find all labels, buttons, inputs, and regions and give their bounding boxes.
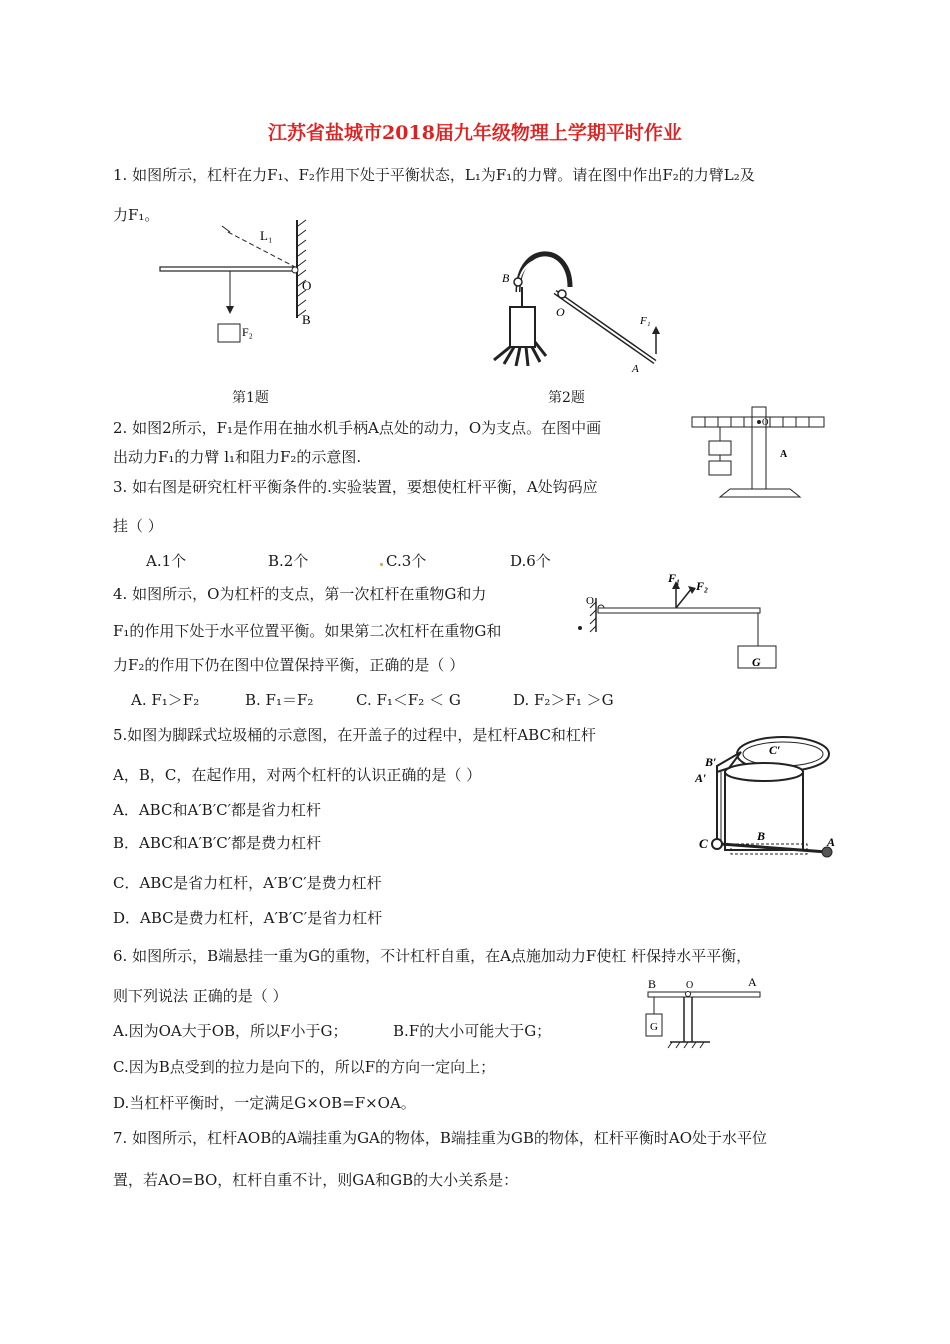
q3-label-o: O — [762, 417, 769, 427]
q4-label-f2: F₂ — [696, 579, 709, 593]
q6-label-b: B — [648, 977, 657, 991]
q3-option-c: C.3个 — [386, 552, 427, 570]
q4-label-o: O — [586, 595, 594, 607]
q4-option-a: A. F₁＞F₂ — [131, 691, 200, 709]
q5-text-line2: A，B，C，在起作用，对两个杠杆的认识正确的是（ ） — [113, 766, 482, 784]
q3-balance-figure — [690, 405, 830, 500]
q5-label-b: B — [757, 829, 766, 843]
q3-label-a: A — [780, 449, 788, 460]
q5-label-c-prime: C′ — [769, 743, 781, 757]
q3-option-b: B.2个 — [268, 552, 309, 570]
q1-label-o: O — [302, 278, 312, 293]
q6-text-line1: 6. 如图所示，B端悬挂一重为G的重物，不计杠杆自重，在A点施加动力F使杠 杆保持水平平衡， — [113, 947, 752, 965]
page-title: 江苏省盐城市2018届九年级物理上学期平时作业 — [268, 122, 682, 144]
q1-lever-figure — [150, 218, 340, 358]
q2-label-a: A — [632, 363, 639, 375]
q4-text-line1: 4. 如图所示，O为杠杆的支点，第一次杠杆在重物G和力 — [113, 585, 487, 603]
q7-text-line2: 置，若AO=BO，杠杆自重不计，则GA和GB的大小关系是： — [113, 1171, 519, 1189]
q5-text-line1: 5.如图为脚踩式垃圾桶的示意图，在开盖子的过程中，是杠杆ABC和杠杆 — [113, 726, 596, 744]
q1-label-l1: L₁ — [260, 228, 273, 243]
q4-option-c: C. F₁＜F₂ ＜ G — [356, 691, 461, 709]
q6-option-c: C.因为B点受到的拉力是向下的，所以F的方向一定向上； — [113, 1058, 496, 1076]
q5-label-a: A — [827, 835, 836, 849]
q2-pump-figure — [480, 232, 670, 377]
q2-label-f1: F₁ — [640, 315, 651, 327]
q1-label-b: B — [302, 312, 311, 327]
q5-label-c: C — [699, 836, 708, 851]
q4-label-g: G — [752, 655, 761, 669]
q3-text-line2: 挂（ ） — [113, 517, 163, 535]
q3-option-d: D.6个 — [510, 552, 551, 570]
q1-caption: 第1题 — [232, 390, 269, 406]
q5-label-a-prime: A′ — [695, 771, 707, 785]
q1-text-line1: 1. 如图所示，杠杆在力F₁、F₂作用下处于平衡状态，L₁为F₁的力臂。请在图中作出F₂的力臂L₂及 — [113, 166, 755, 184]
q6-label-o: O — [686, 980, 694, 991]
q6-text-line2: 则下列说法 正确的是（ ） — [113, 987, 288, 1005]
q6-option-b: B.F的大小可能大于G； — [393, 1022, 552, 1040]
q6-label-g: G — [650, 1021, 658, 1033]
q5-option-c: C．ABC是省力杠杆，A′B′C′是费力杠杆 — [113, 874, 382, 892]
q3-text-line1: 3. 如右图是研究杠杆平衡条件的.实验装置，要想使杠杆平衡，A处钩码应 — [113, 478, 598, 496]
q6-label-a: A — [748, 975, 757, 989]
q2-text-line1: 2. 如图2所示，F₁是作用在抽水机手柄A点处的动力，O为支点。在图中画 — [113, 419, 602, 437]
q5-option-d: D．ABC是费力杠杆，A′B′C′是省力杠杆 — [113, 909, 383, 927]
q2-caption: 第2题 — [548, 390, 585, 406]
q2-label-b: B — [502, 271, 510, 285]
q1-label-f2: F₂ — [242, 325, 253, 339]
q7-text-line1: 7. 如图所示，杠杆AOB的A端挂重为GA的物体，B端挂重为GB的物体，杠杆平衡时AO处于水平位 — [113, 1129, 768, 1147]
q4-option-d: D. F₂＞F₁ ＞G — [513, 691, 614, 709]
q6-option-a: A.因为OA大于OB，所以F小于G； — [113, 1022, 348, 1040]
q5-option-a: A．ABC和A′B′C′都是省力杠杆 — [113, 801, 321, 819]
q4-text-line3: 力F₂的作用下仍在图中位置保持平衡，正确的是（ ） — [113, 656, 465, 674]
q2-text-line2: 出动力F₁的力臂 l₁和阻力F₂的示意图. — [113, 448, 362, 466]
q5-trashcan-figure — [695, 732, 840, 862]
q4-lever-figure — [570, 570, 790, 675]
q2-label-o: O — [556, 305, 565, 319]
q6-lever-figure — [640, 970, 770, 1055]
q5-option-b: B．ABC和A′B′C′都是费力杠杆 — [113, 834, 322, 852]
q1-text-line2: 力F₁。 — [113, 206, 160, 224]
q6-option-d: D.当杠杆平衡时，一定满足G×OB=F×OA。 — [113, 1094, 416, 1112]
q4-label-f1: F₁ — [668, 571, 681, 585]
q3-option-a: A.1个 — [146, 552, 187, 570]
q4-text-line2: F₁的作用下处于水平位置平衡。如果第二次杠杆在重物G和 — [113, 622, 502, 640]
q4-option-b: B. F₁＝F₂ — [245, 691, 314, 709]
q5-label-b-prime: B′ — [705, 755, 717, 769]
